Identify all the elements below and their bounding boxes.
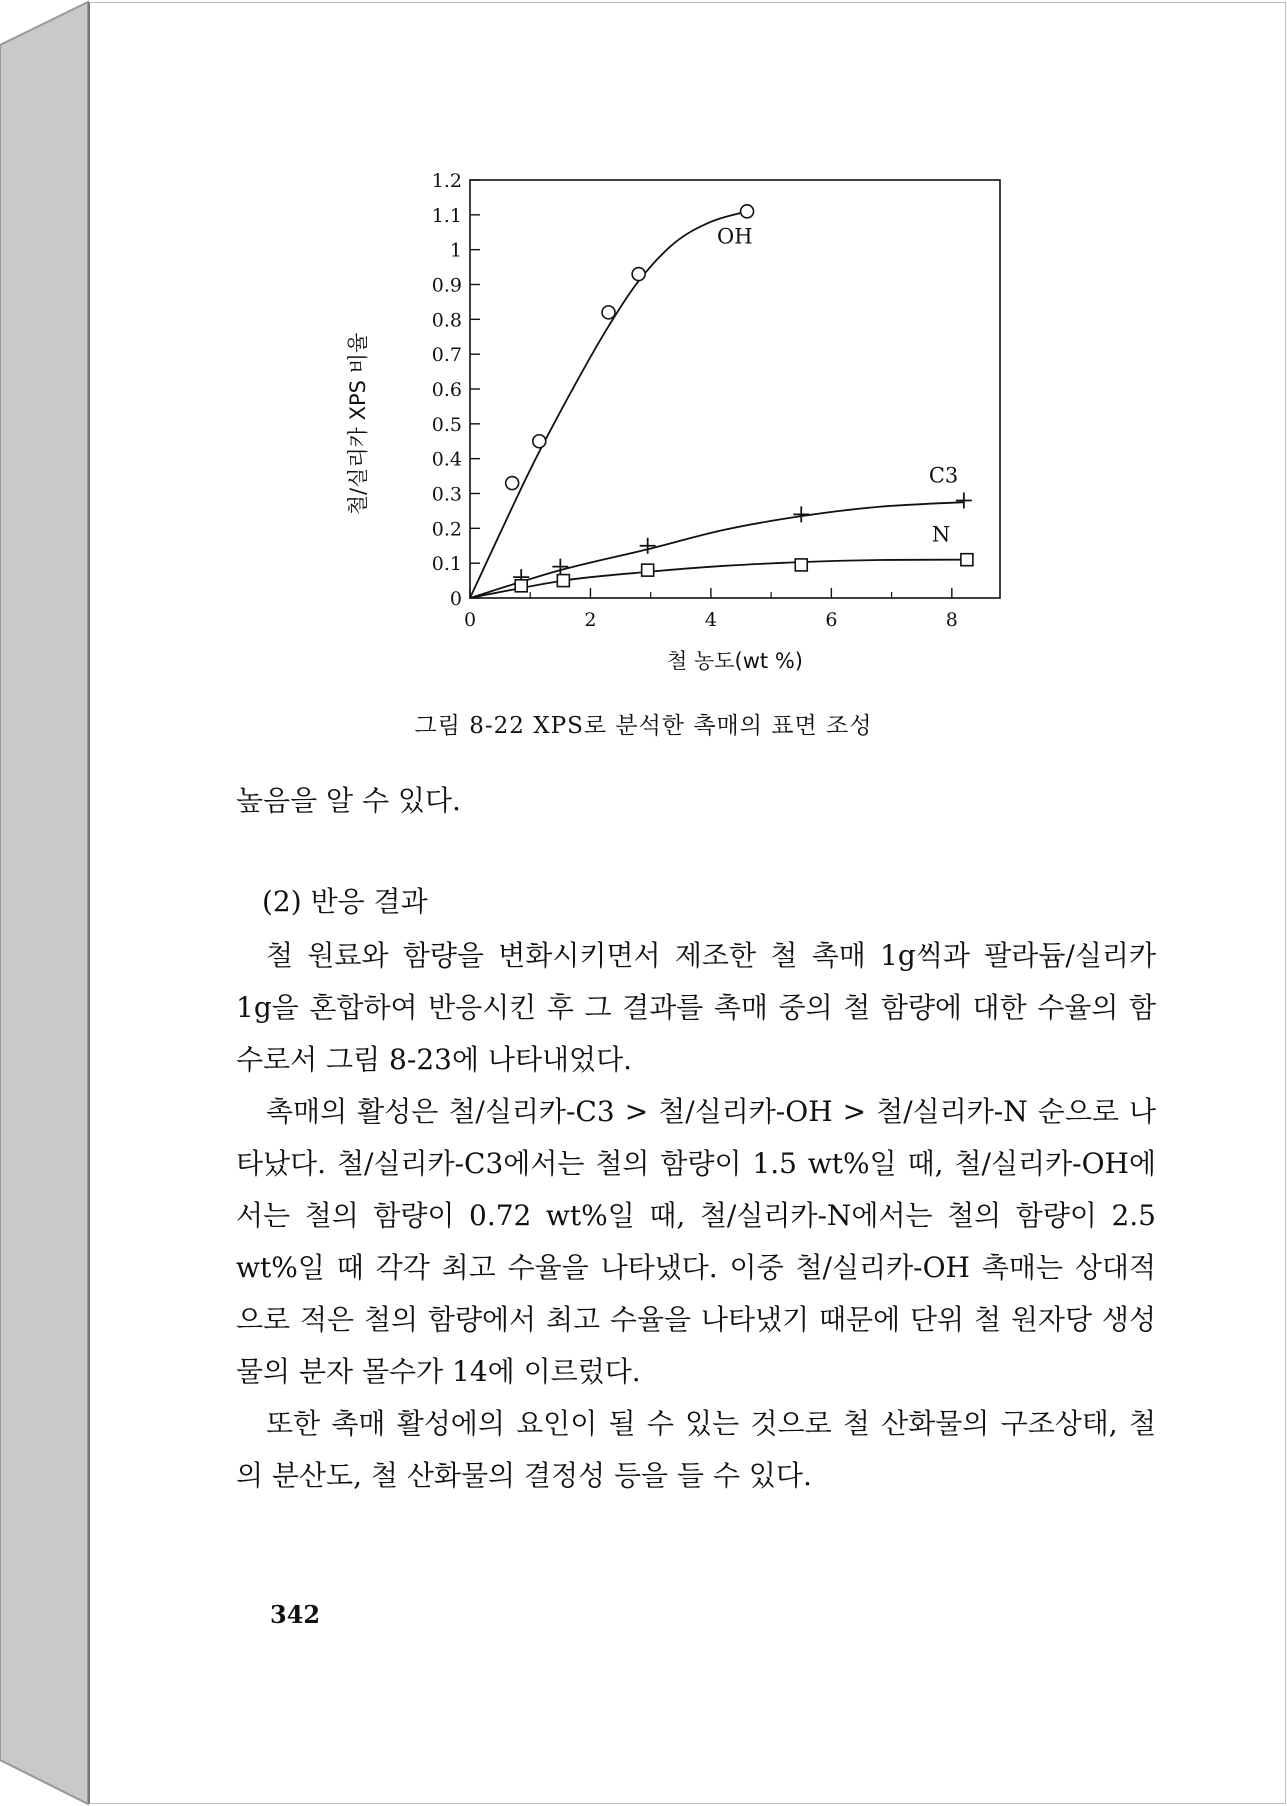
body-paragraphs bbox=[236, 930, 1156, 1502]
data-point-square bbox=[795, 559, 807, 571]
data-point-square bbox=[557, 575, 569, 587]
series-label-c3: C3 bbox=[928, 463, 959, 488]
y-tick-label: 1.1 bbox=[431, 204, 462, 227]
data-point-circle bbox=[533, 435, 546, 448]
paragraph-2: 촉매의 활성은 철/실리카-C3 > 철/실리카-OH > 철/실리카-N 순으로 나타났다. 철/실리카-C3에서는 철의 함량이 1.5 wt%일 때, 철/실리카-OH에서는 철의 함량이 0.72 wt%일 때, 철/실리카-N에서는 철의 함량이 2.5 wt%일 때 각각 최고 수율을 나타냈다. 이중 철/실리카-OH 촉매는 상대적으로 적은 철의 함량에서 최고 수율을 나타냈기 때문에 단위 철 원자당 생성물의 분자 몰수가 14에 이르렀다. bbox=[236, 1095, 1156, 1388]
y-tick-label: 0.9 bbox=[431, 274, 462, 297]
x-tick-label: 4 bbox=[704, 609, 717, 631]
series-n bbox=[470, 523, 973, 598]
xps-chart bbox=[346, 165, 1020, 685]
data-point-square bbox=[642, 564, 654, 576]
y-tick-label: 0.2 bbox=[431, 518, 462, 541]
series-line-oh bbox=[470, 211, 747, 598]
series-label-n: N bbox=[931, 522, 951, 547]
series-c3 bbox=[470, 463, 972, 598]
intro-line-container bbox=[236, 775, 1156, 827]
series-oh bbox=[470, 205, 754, 598]
y-tick-label: 0.6 bbox=[431, 379, 462, 401]
x-tick-label: 8 bbox=[945, 609, 958, 631]
intro-line: 높음을 알 수 있다. bbox=[236, 784, 461, 817]
data-point-circle bbox=[506, 477, 519, 490]
y-tick-label: 1.2 bbox=[431, 170, 462, 192]
data-point-circle bbox=[741, 205, 754, 218]
figure-caption: 그림 8-22 XPS로 분석한 촉매의 표면 조성 bbox=[414, 713, 873, 739]
y-axis-label: 철/실리카 XPS 비율 bbox=[346, 332, 370, 516]
y-tick-label: 1 bbox=[449, 239, 462, 262]
y-tick-label: 0.4 bbox=[431, 448, 462, 471]
x-tick-label: 0 bbox=[463, 609, 477, 631]
data-point-square bbox=[961, 554, 973, 566]
series-line-n bbox=[470, 560, 967, 598]
y-tick-label: 0.5 bbox=[431, 413, 462, 436]
y-tick-label: 0 bbox=[449, 588, 462, 610]
x-tick-label: 6 bbox=[825, 609, 838, 631]
book-spine bbox=[0, 0, 90, 1806]
y-tick-label: 0.7 bbox=[431, 344, 462, 367]
data-point-circle bbox=[632, 268, 645, 281]
data-point-square bbox=[515, 580, 527, 592]
x-axis-label: 철 농도(wt %) bbox=[667, 649, 803, 673]
series-label-oh: OH bbox=[717, 224, 753, 249]
data-point-circle bbox=[602, 306, 615, 319]
paragraph-1: 철 원료와 함량을 변화시키면서 제조한 철 촉매 1g씩과 팔라듐/실리카 1g을 혼합하여 반응시킨 후 그 결과를 촉매 중의 철 함량에 대한 수율의 함수로서 그림 8-23에 나타내었다. bbox=[236, 939, 1156, 1076]
x-tick-label: 2 bbox=[584, 609, 597, 631]
y-tick-label: 0.1 bbox=[431, 553, 462, 576]
page-number: 342 bbox=[270, 1600, 321, 1629]
chart-svg bbox=[346, 165, 1020, 685]
section-heading: (2) 반응 결과 bbox=[262, 885, 428, 918]
paragraph-3: 또한 촉매 활성에의 요인이 될 수 있는 것으로 철 산화물의 구조상태, 철의 분산도, 철 산화물의 결정성 등을 들 수 있다. bbox=[236, 1407, 1156, 1492]
y-tick-label: 0.8 bbox=[431, 309, 462, 332]
y-tick-label: 0.3 bbox=[431, 483, 462, 506]
